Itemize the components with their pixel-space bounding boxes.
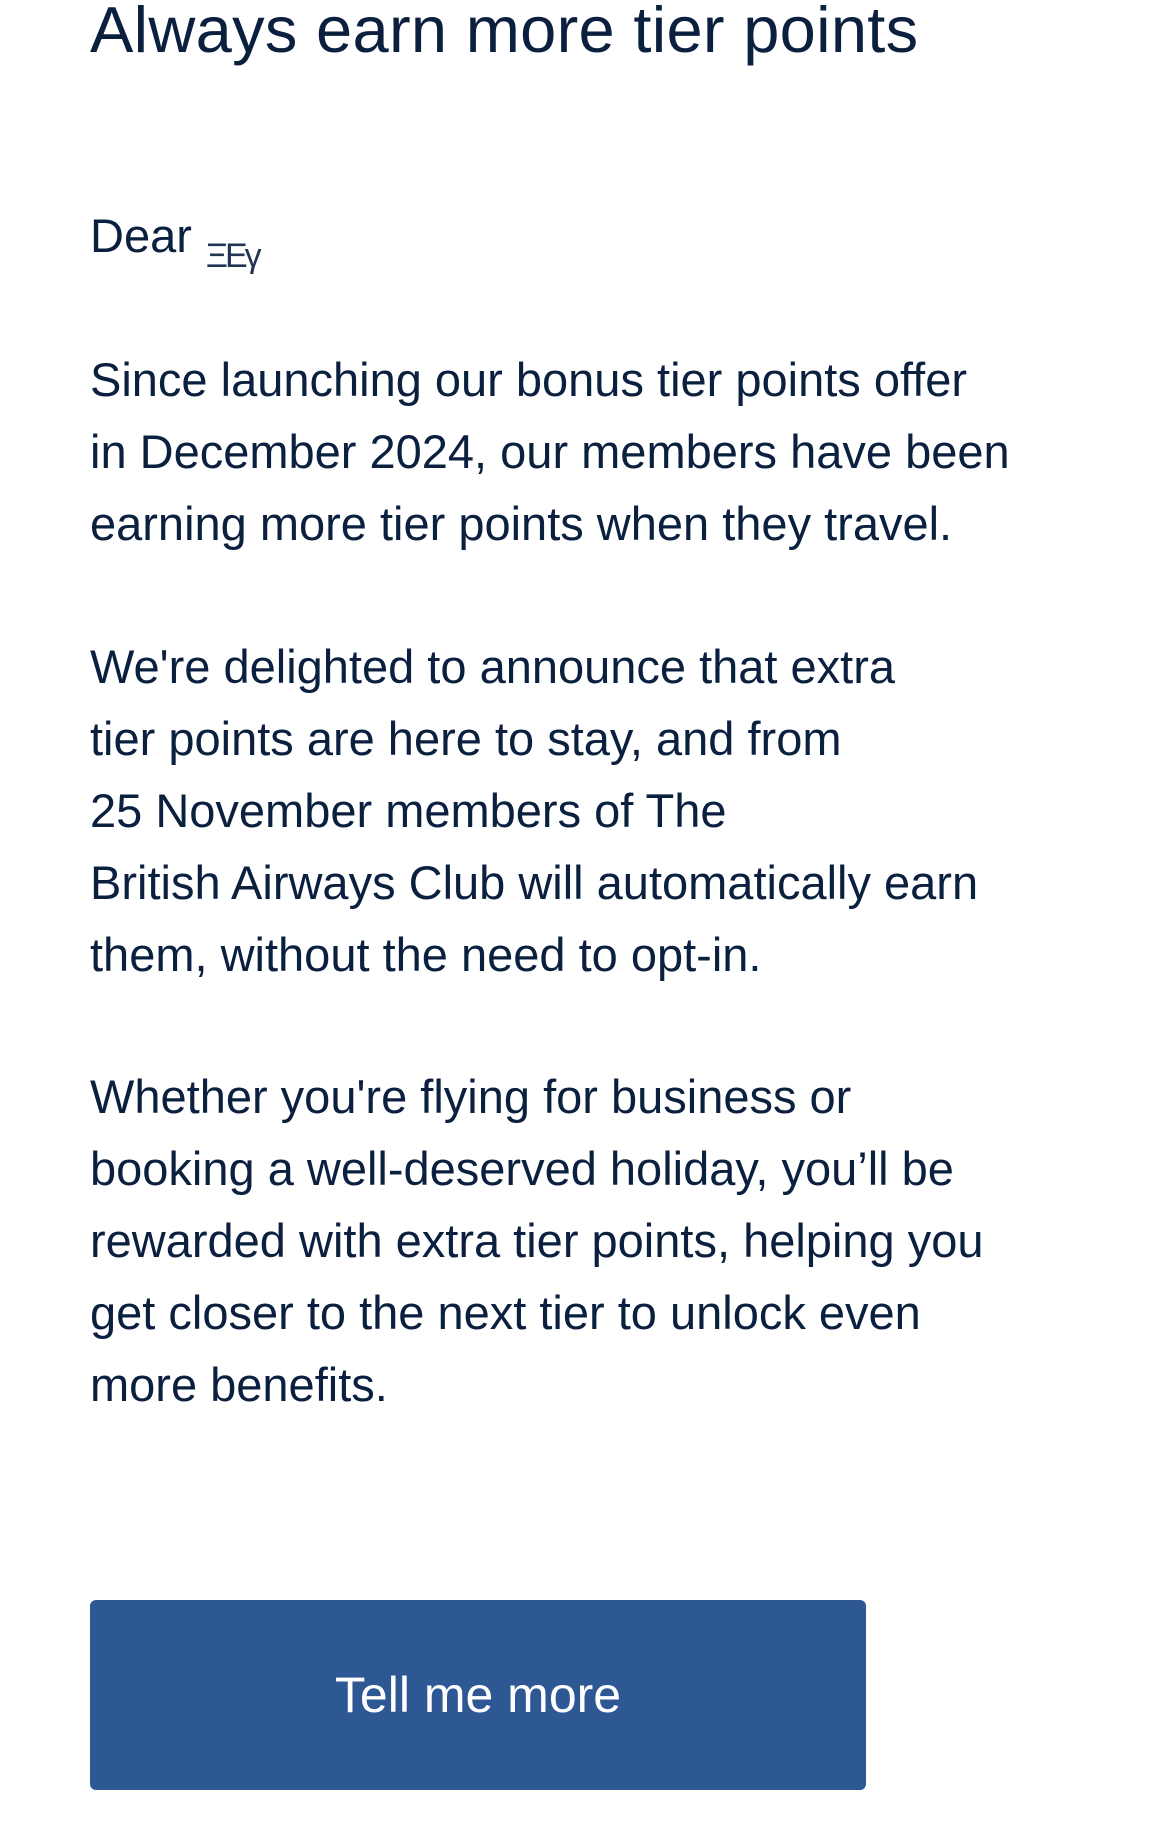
paragraph-line: British Airways Club will automatically earn <box>90 856 979 909</box>
paragraph-line: them, without the need to opt-in. <box>90 928 762 981</box>
paragraph-offer-launch <box>90 344 1110 560</box>
paragraph-line: rewarded with extra tier points, helping you <box>90 1214 984 1267</box>
recipient-name-redacted <box>205 216 356 275</box>
paragraph-line: 25 November members of The <box>90 784 727 837</box>
paragraph-line: We're delighted to announce that extra <box>90 640 896 693</box>
recipient-name-scribble: ΞΕγ <box>205 237 259 275</box>
paragraph-announcement <box>90 631 1110 991</box>
redaction-blur <box>261 218 361 254</box>
paragraph-line: in December 2024, our members have been <box>90 425 1010 478</box>
paragraph-line: more benefits. <box>90 1358 388 1411</box>
paragraph-line: booking a well-deserved holiday, you’ll be <box>90 1142 954 1195</box>
paragraph-line: Whether you're flying for business or <box>90 1070 852 1123</box>
paragraph-line: earning more tier points when they travel. <box>90 497 953 550</box>
greeting-salutation: Dear <box>90 209 192 262</box>
email-headline: Always earn more tier points <box>90 0 919 66</box>
paragraph-line: Since launching our bonus tier points offer <box>90 353 968 406</box>
tell-me-more-button[interactable]: Tell me more <box>90 1600 866 1790</box>
paragraph-line: tier points are here to stay, and from <box>90 712 842 765</box>
greeting <box>90 206 356 275</box>
paragraph-line: get closer to the next tier to unlock even <box>90 1286 921 1339</box>
paragraph-benefits <box>90 1061 1110 1421</box>
